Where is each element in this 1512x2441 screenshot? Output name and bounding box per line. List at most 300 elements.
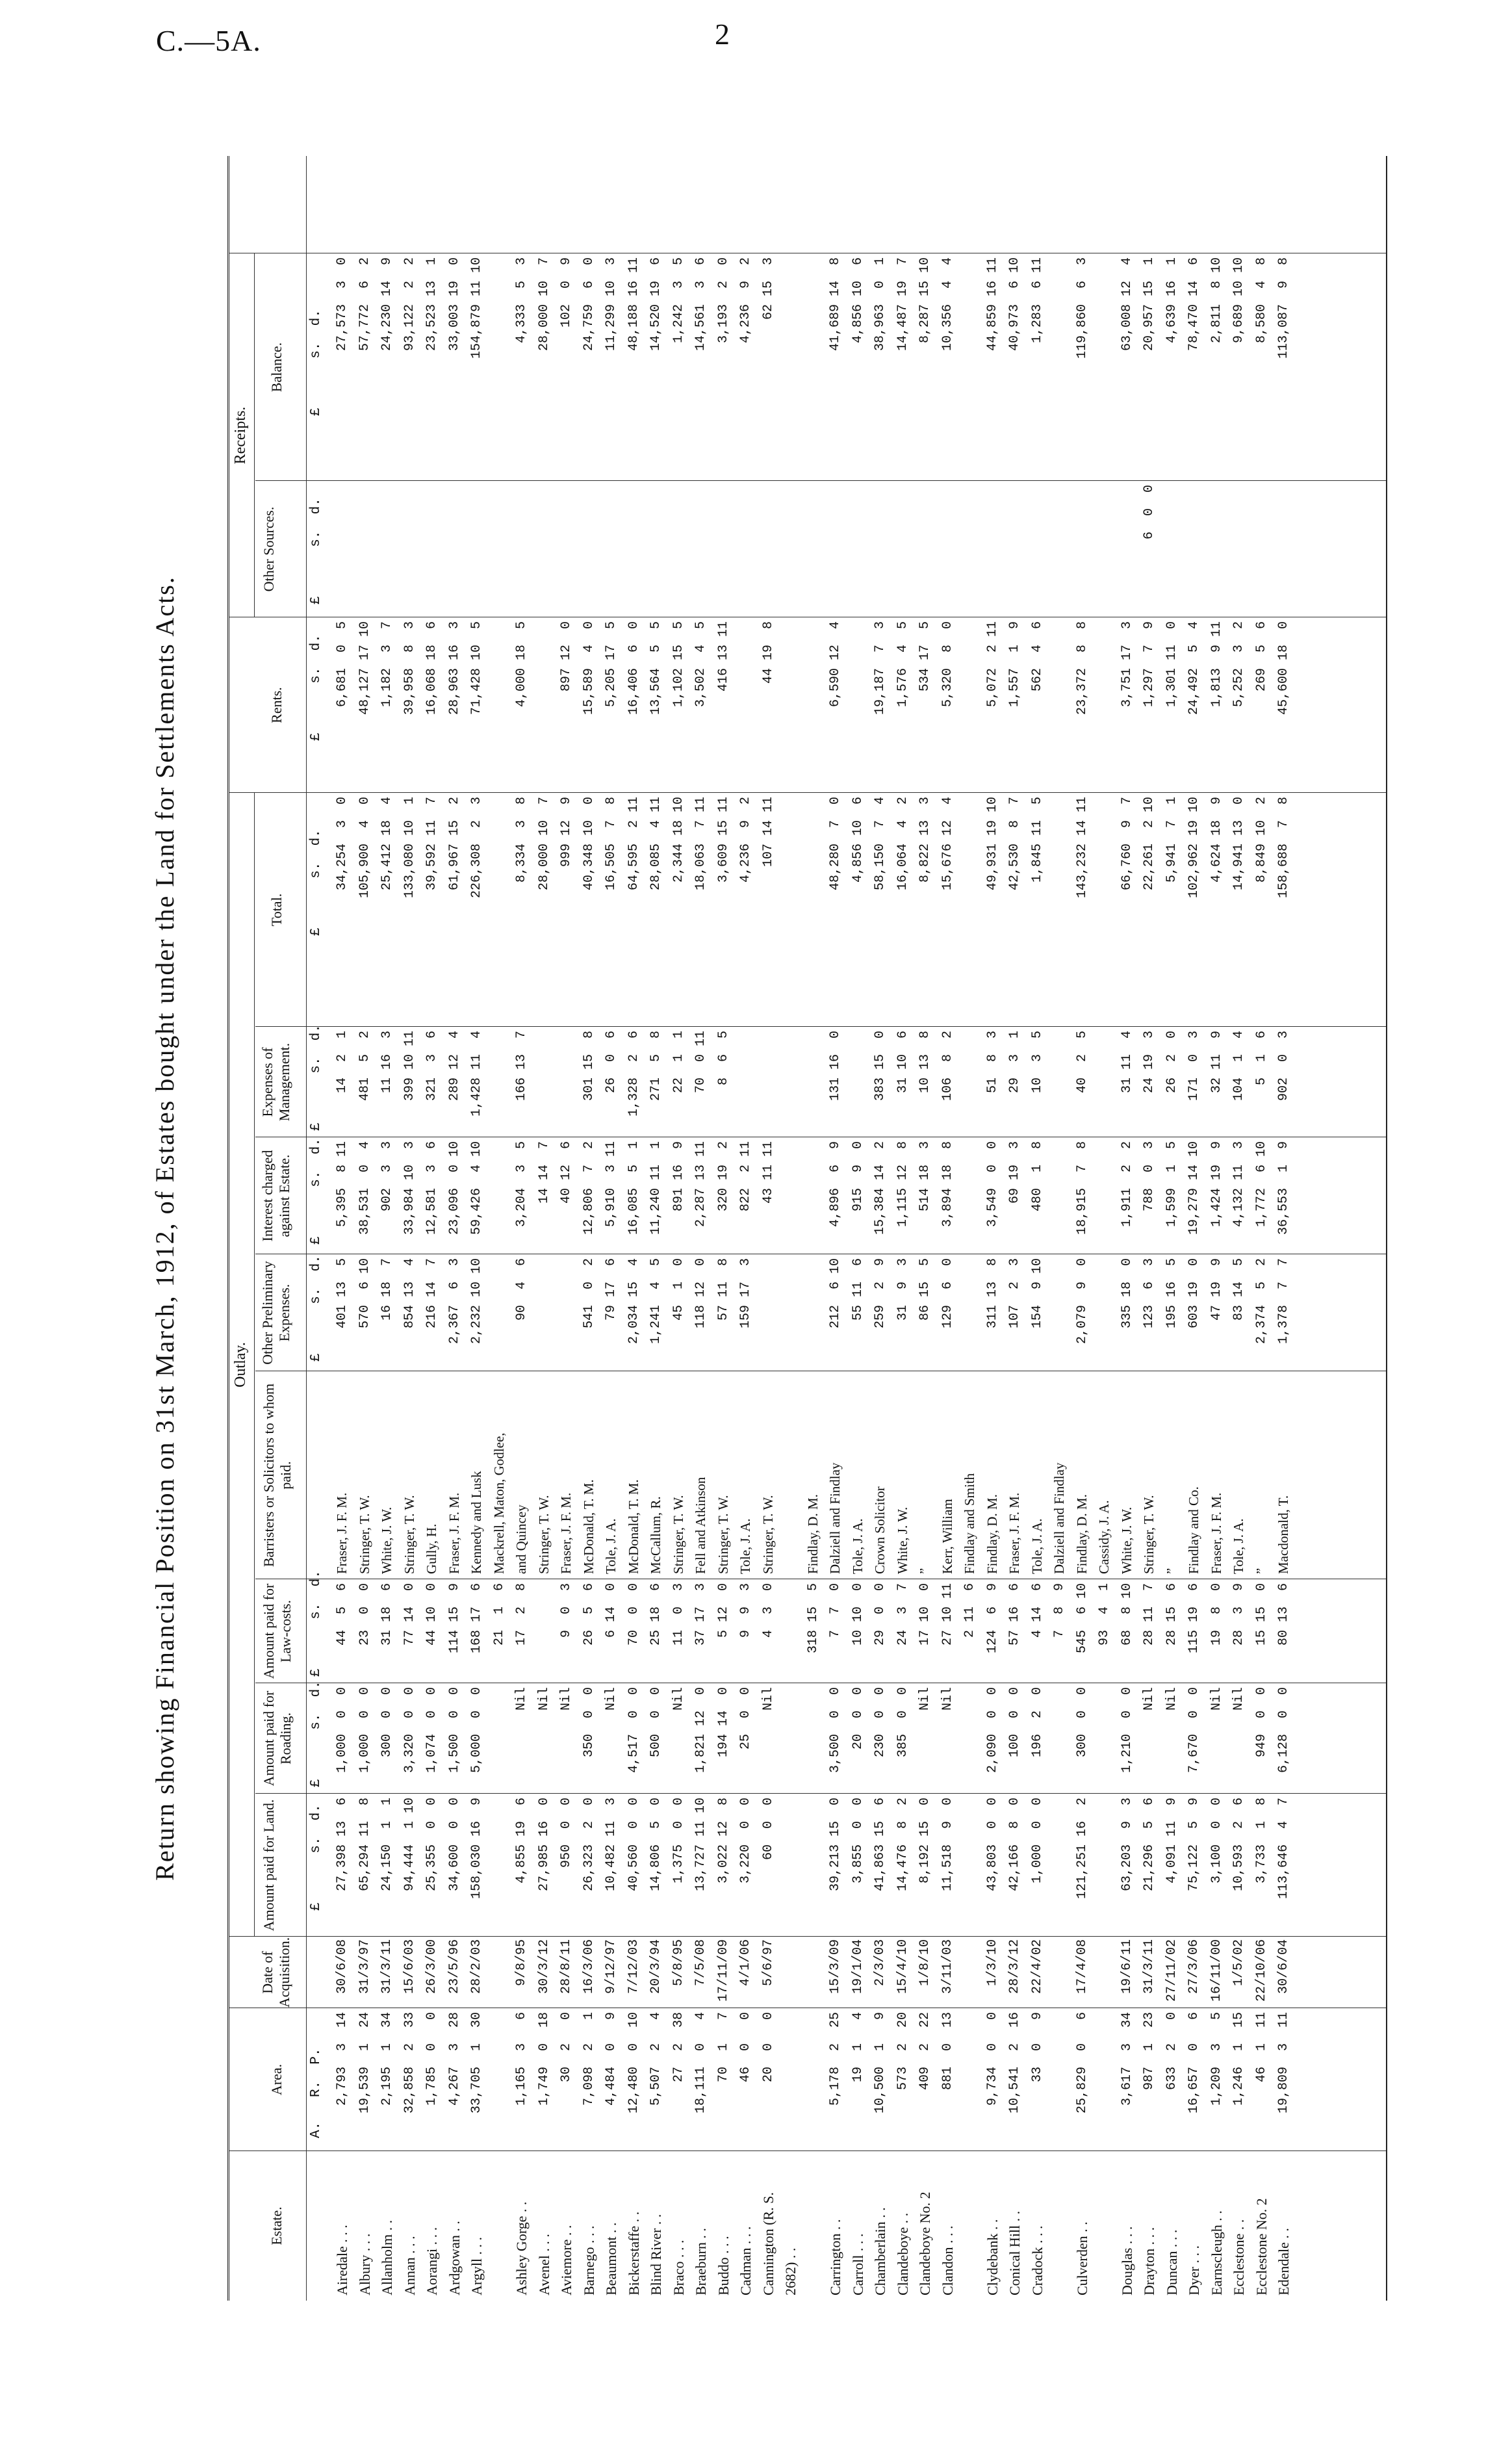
cell-total: 1,845 11 5 — [1029, 797, 1045, 883]
cell-int: 3,549 0 0 — [984, 1141, 1000, 1228]
cell-mgmt: 131 16 0 — [828, 1031, 843, 1102]
cell-date: 19/1/04 — [850, 1939, 865, 1995]
roading-units: £ s. d. — [309, 1681, 324, 1787]
cell-road: Nil — [760, 1687, 776, 1711]
cell-date: 28/3/12 — [1007, 1939, 1022, 1995]
cell-date: 7/5/08 — [693, 1939, 708, 1987]
cell-law: 9 0 3 — [559, 1583, 574, 1638]
cell-int: 18,915 7 8 — [1074, 1141, 1090, 1235]
cell-law: 37 17 3 — [693, 1583, 708, 1646]
cell-rents: 416 13 11 — [715, 621, 731, 692]
cell-bar: White, J. W. — [894, 1506, 910, 1574]
table-row — [1117, 156, 1137, 2301]
table-row — [893, 156, 913, 2301]
cell-bal: 41,689 14 8 — [828, 257, 843, 352]
cell-int: 1,911 2 2 — [1119, 1141, 1134, 1228]
cell-date: 7/12/03 — [626, 1939, 641, 1995]
col-balance: Balance. — [268, 342, 285, 393]
table-row — [825, 156, 845, 2301]
cell-pre: 2,232 10 10 — [469, 1258, 484, 1345]
cell-road: Nil — [1164, 1687, 1179, 1711]
col-date: Date of Acquisition. — [259, 1937, 292, 2008]
cell-area: 1,785 0 0 — [424, 2012, 439, 2106]
cell-date: 2/3/03 — [873, 1939, 888, 1987]
cell-mgmt: 24 19 3 — [1142, 1031, 1157, 1094]
cell-total: 22,261 2 10 — [1142, 797, 1157, 891]
cell-pre: 401 13 5 — [335, 1258, 350, 1329]
cell-bar: White, J. W. — [379, 1506, 394, 1574]
cell-date: 16/3/06 — [581, 1939, 596, 1995]
cell-area: 12,480 0 10 — [626, 2012, 641, 2114]
table-row — [938, 156, 958, 2301]
cell-law: 24 3 7 — [895, 1583, 910, 1646]
cell-date: 22/4/02 — [1029, 1939, 1045, 1995]
cell-area: 30 2 0 — [559, 2012, 574, 2083]
cell-land: 1,000 0 0 — [1029, 1798, 1045, 1884]
cell-int: 5,910 3 11 — [604, 1141, 619, 1228]
cell-road: 25 0 0 — [738, 1687, 753, 1750]
cell-law: 6 14 0 — [604, 1583, 619, 1638]
cell-pre: 31 9 3 — [895, 1258, 910, 1321]
cell-bar: Tole, J. A. — [849, 1518, 865, 1574]
cell-road: 5,000 0 0 — [469, 1687, 484, 1774]
cell-law: 80 13 6 — [1276, 1583, 1291, 1646]
cell-road: Nil — [940, 1687, 955, 1711]
col-rents: Rents. — [268, 687, 285, 723]
cell-total: 48,280 7 0 — [828, 797, 843, 891]
cell-int: 480 1 8 — [1029, 1141, 1045, 1212]
cell-law: 115 19 6 — [1186, 1583, 1201, 1654]
cell-area: 1,749 0 18 — [536, 2012, 552, 2106]
table-row — [1184, 156, 1204, 2301]
cell-area: 1,209 3 5 — [1209, 2012, 1224, 2106]
cell-bal: 24,230 14 9 — [379, 257, 394, 352]
cell-estate: Cradock . . . — [1029, 2225, 1045, 2295]
cell-road: 1,210 0 0 — [1119, 1687, 1134, 1774]
cell-law: 29 0 0 — [873, 1583, 888, 1646]
cell-estate: Bickerstaffe . . — [625, 2211, 642, 2295]
rotated-table-page — [123, 123, 1423, 2333]
cell-int: 4,896 6 9 — [828, 1141, 843, 1228]
table-row — [489, 156, 509, 2301]
cell-law: 77 14 0 — [402, 1583, 417, 1646]
cell-land: 4,091 11 9 — [1164, 1798, 1179, 1884]
cell-mgmt: 70 0 11 — [693, 1031, 708, 1094]
cell-pre: 216 14 7 — [424, 1258, 439, 1329]
cell-road: 194 14 0 — [715, 1687, 731, 1758]
cell-rents: 1,557 1 9 — [1007, 621, 1022, 708]
cell-land: 39,213 15 0 — [828, 1798, 843, 1892]
cell-date: 26/3/00 — [424, 1939, 439, 1995]
cell-law: 27 10 11 — [940, 1583, 955, 1646]
cell-land: 21,296 5 6 — [1142, 1798, 1157, 1892]
cell-bar: ” — [917, 1568, 932, 1574]
cell-bar: Fraser, J. F. M. — [1208, 1492, 1224, 1574]
cell-road: 300 0 0 — [1074, 1687, 1090, 1758]
cell-mgmt: 166 13 7 — [514, 1031, 529, 1102]
cell-int: 23,096 0 10 — [446, 1141, 462, 1235]
cell-mgmt: 10 3 5 — [1029, 1031, 1045, 1094]
cell-estate: Duncan . . . — [1163, 2229, 1180, 2295]
cell-pre: 2,374 5 2 — [1253, 1258, 1269, 1345]
cell-bal: 119,860 6 3 — [1074, 257, 1090, 359]
cell-total: 8,822 13 3 — [917, 797, 932, 883]
cell-law: 25 18 6 — [648, 1583, 663, 1646]
cell-mgmt: 321 3 6 — [424, 1031, 439, 1102]
cell-estate: Cadman . . . — [737, 2226, 754, 2295]
cell-land: 3,855 0 0 — [850, 1798, 865, 1884]
cell-mgmt: 301 15 8 — [581, 1031, 596, 1102]
col-total: Total. — [268, 893, 285, 927]
cell-date: 17/4/08 — [1074, 1939, 1090, 1995]
cell-land: 25,355 0 0 — [424, 1798, 439, 1892]
cell-land: 34,600 0 0 — [446, 1798, 462, 1892]
cell-rents: 3,751 17 3 — [1119, 621, 1134, 708]
cell-rents: 1,813 9 11 — [1209, 621, 1224, 708]
cell-bal: 23,523 13 1 — [424, 257, 439, 352]
cell-land: 63,203 9 3 — [1119, 1798, 1134, 1892]
cell-pre: 90 4 6 — [514, 1258, 529, 1321]
cell-total: 5,941 7 1 — [1164, 797, 1179, 883]
cell-area: 33 0 9 — [1029, 2012, 1045, 2083]
cell-land: 158,030 16 9 — [469, 1798, 484, 1900]
cell-rents: 6,681 0 5 — [335, 621, 350, 708]
table-row — [1049, 156, 1070, 2301]
cell-int: 902 3 3 — [379, 1141, 394, 1212]
cell-estate: Braeburn . . — [693, 2228, 709, 2295]
cell-total: 2,344 18 10 — [671, 797, 686, 883]
cell-mgmt: 22 1 1 — [671, 1031, 686, 1094]
cell-int: 1,599 1 5 — [1164, 1141, 1179, 1228]
cell-bal: 8,580 4 8 — [1253, 257, 1269, 344]
cell-land: 26,323 2 0 — [581, 1798, 596, 1892]
cell-date: 19/6/11 — [1119, 1939, 1134, 1995]
cell-area: 46 1 11 — [1253, 2012, 1269, 2083]
cell-law: 2 11 6 — [962, 1583, 977, 1638]
cell-rents: 5,072 2 11 — [984, 621, 1000, 708]
prelim-units: £ s. d. — [309, 1255, 324, 1362]
col-barristers: Barristers or Solicitors to whom paid. — [261, 1383, 294, 1568]
cell-rents: 5,252 3 2 — [1231, 621, 1246, 708]
cell-law: 70 0 0 — [626, 1583, 641, 1646]
cell-rents: 562 4 6 — [1029, 621, 1045, 692]
cell-area: 46 0 0 — [738, 2012, 753, 2083]
cell-bal: 14,520 19 6 — [648, 257, 663, 352]
cell-pre: 854 13 4 — [402, 1258, 417, 1329]
cell-estate: Carrington . . — [827, 2219, 843, 2295]
cell-bar: Tole, J. A. — [1231, 1518, 1246, 1574]
cell-mgmt: 40 2 5 — [1074, 1031, 1090, 1094]
cell-area: 20 0 0 — [760, 2012, 776, 2083]
cell-land: 14,806 5 0 — [648, 1798, 663, 1892]
table-row — [422, 156, 442, 2301]
cell-road: 385 0 0 — [895, 1687, 910, 1758]
cell-law: 28 3 9 — [1231, 1583, 1246, 1646]
cell-bal: 1,242 3 5 — [671, 257, 686, 344]
col-roading: Amount paid for Roading. — [261, 1690, 294, 1787]
cell-bar: ” — [1253, 1568, 1269, 1574]
cell-total: 42,530 8 7 — [1007, 797, 1022, 891]
cell-total: 61,967 15 2 — [446, 797, 462, 891]
cell-law: 23 0 0 — [357, 1583, 372, 1646]
cell-int: 14 14 7 — [536, 1141, 552, 1204]
cell-bal: 48,188 16 11 — [626, 257, 641, 352]
cell-date: 28/8/11 — [559, 1939, 574, 1995]
balance-units: £ s. d. — [309, 309, 324, 416]
cell-road: Nil — [917, 1687, 932, 1711]
cell-pre: 107 2 3 — [1007, 1258, 1022, 1329]
cell-total: 15,676 12 4 — [940, 797, 955, 891]
cell-law: 21 1 6 — [491, 1583, 507, 1646]
cell-estate: Aorangi . . . — [424, 2227, 440, 2295]
cell-estate: Edendale . . — [1275, 2228, 1292, 2295]
cell-road: 20 0 0 — [850, 1687, 865, 1750]
rents-units: £ s. d. — [309, 634, 324, 741]
receipts-group-header: Receipts. — [232, 406, 249, 465]
cell-bar: Tole, J. A. — [603, 1518, 619, 1574]
cell-area: 25,829 0 6 — [1074, 2012, 1090, 2114]
cell-rents: 3,502 4 5 — [693, 621, 708, 708]
cell-total: 4,624 18 9 — [1209, 797, 1224, 883]
cell-road: Nil — [1142, 1687, 1157, 1711]
cell-pre: 259 2 9 — [873, 1258, 888, 1329]
cell-date: 1/5/02 — [1231, 1939, 1246, 1987]
cell-law: 7 8 9 — [1052, 1583, 1067, 1638]
cell-int: 36,553 1 9 — [1276, 1141, 1291, 1235]
cell-rents: 28,963 16 3 — [446, 621, 462, 716]
table-row — [1094, 156, 1114, 2301]
cell-int: 43 11 11 — [760, 1141, 776, 1204]
cell-date: 5/8/95 — [671, 1939, 686, 1987]
cell-mgmt: 481 5 2 — [357, 1031, 372, 1102]
cell-total: 3,609 15 11 — [715, 797, 731, 883]
table-row — [332, 156, 352, 2301]
cell-area: 881 0 13 — [940, 2012, 955, 2091]
cell-land: 94,444 1 10 — [402, 1798, 417, 1892]
cell-total: 14,941 13 0 — [1231, 797, 1246, 891]
cell-land: 24,150 1 1 — [379, 1798, 394, 1892]
cell-road: 949 0 0 — [1253, 1687, 1269, 1758]
cell-road: 1,000 0 0 — [357, 1687, 372, 1774]
cell-pre: 603 19 0 — [1186, 1258, 1201, 1329]
cell-estate: Clandeboye . . — [894, 2212, 911, 2295]
table-row — [467, 156, 487, 2301]
cell-date: 15/4/10 — [895, 1939, 910, 1995]
cell-int: 915 9 0 — [850, 1141, 865, 1212]
cell-pre: 212 6 10 — [828, 1258, 843, 1329]
cell-pre: 16 18 7 — [379, 1258, 394, 1321]
cell-area: 4,267 3 28 — [446, 2012, 462, 2106]
cell-total: 18,063 7 11 — [693, 797, 708, 891]
col-estate: Estate. — [268, 2206, 285, 2245]
cell-int: 2,287 13 11 — [693, 1141, 708, 1228]
cell-mgmt: 31 11 4 — [1119, 1031, 1134, 1094]
cell-date: 15/3/09 — [828, 1939, 843, 1995]
table-title: Return showing Financial Position on 31st March, 1912, of Estates bought under the Land for Settlements Acts. — [150, 576, 179, 1881]
cell-road: 7,670 0 0 — [1186, 1687, 1201, 1774]
cell-int: 59,426 4 10 — [469, 1141, 484, 1235]
cell-bal: 63,008 12 4 — [1119, 257, 1134, 352]
cell-mgmt: 1,328 2 6 — [626, 1031, 641, 1117]
table-row — [1027, 156, 1047, 2301]
cell-land: 41,863 15 6 — [873, 1798, 888, 1892]
outlay-group-header: Outlay. — [232, 1342, 249, 1388]
cell-date: 30/6/04 — [1276, 1939, 1291, 1995]
cell-date: 27/3/06 — [1186, 1939, 1201, 1995]
cell-land: 11,518 9 0 — [940, 1798, 955, 1892]
cell-rents: 1,102 15 5 — [671, 621, 686, 708]
cell-road: 1,821 12 0 — [693, 1687, 708, 1774]
cell-mgmt: 8 6 5 — [715, 1031, 731, 1086]
cell-road: 4,517 0 0 — [626, 1687, 641, 1774]
cell-bal: 11,299 10 3 — [604, 257, 619, 352]
page-number: 2 — [715, 18, 730, 51]
cell-land: 27,398 13 6 — [335, 1798, 350, 1892]
cell-estate: Clandon . . . — [939, 2225, 956, 2295]
cell-road: 300 0 0 — [379, 1687, 394, 1758]
cell-mgmt: 271 5 8 — [648, 1031, 663, 1102]
cell-area: 19,809 3 11 — [1276, 2012, 1291, 2114]
cell-rents: 44 19 8 — [760, 621, 776, 684]
cell-area: 409 2 22 — [917, 2012, 932, 2091]
cell-land: 113,646 4 7 — [1276, 1798, 1291, 1900]
cell-road: 1,500 0 0 — [446, 1687, 462, 1774]
cell-bal: 8,287 15 10 — [917, 257, 932, 344]
table-row — [1005, 156, 1025, 2301]
cell-road: Nil — [514, 1687, 529, 1711]
table-row — [377, 156, 397, 2301]
cell-date: 1/3/10 — [984, 1939, 1000, 1987]
cell-mgmt: 14 2 1 — [335, 1031, 350, 1094]
cell-land: 3,022 12 8 — [715, 1798, 731, 1884]
cell-pre: 1,241 4 5 — [648, 1258, 663, 1345]
cell-bar: Findlay, D. M. — [984, 1494, 1000, 1574]
cell-date: 30/6/08 — [335, 1939, 350, 1995]
table-row — [669, 156, 689, 2301]
cell-mgmt: 104 1 4 — [1231, 1031, 1246, 1102]
table-row — [1162, 156, 1182, 2301]
cell-bar: McDonald, T. M. — [580, 1479, 596, 1574]
total-units: £ s. d. — [309, 829, 324, 936]
table-row — [355, 156, 375, 2301]
cell-rents: 45,600 18 0 — [1276, 621, 1291, 716]
cell-law: 9 9 3 — [738, 1583, 753, 1638]
cell-mgmt: 399 10 11 — [402, 1031, 417, 1102]
cell-bar: Stringer, T. W. — [760, 1495, 776, 1574]
cell-mgmt: 106 8 2 — [940, 1031, 955, 1102]
cell-int: 320 19 2 — [715, 1141, 731, 1212]
cell-date: 9/12/97 — [604, 1939, 619, 1995]
col-interest: Interest charged against Estate. — [259, 1150, 292, 1242]
cell-road: 3,500 0 0 — [828, 1687, 843, 1774]
cell-land: 10,593 2 6 — [1231, 1798, 1246, 1892]
table-row — [511, 156, 532, 2301]
table-row — [601, 156, 621, 2301]
cell-total: 133,080 10 1 — [402, 797, 417, 899]
cell-area: 2,793 3 14 — [335, 2012, 350, 2106]
cell-estate: Blind River . . — [648, 2214, 664, 2295]
cell-pre: 541 0 2 — [581, 1258, 596, 1329]
cell-mgmt: 171 0 3 — [1186, 1031, 1201, 1102]
cell-law: 93 4 1 — [1097, 1583, 1112, 1646]
table-row — [1207, 156, 1227, 2301]
cell-law: 5 12 0 — [715, 1583, 731, 1638]
table-row — [713, 156, 734, 2301]
cell-total: 40,348 10 0 — [581, 797, 596, 891]
cell-bal: 20,957 15 1 — [1142, 257, 1157, 352]
cell-pre: 195 16 5 — [1164, 1258, 1179, 1329]
cell-int: 15,384 14 2 — [873, 1141, 888, 1235]
cell-land: 950 0 0 — [559, 1798, 574, 1868]
cell-int: 40 12 6 — [559, 1141, 574, 1204]
cell-area: 16,657 0 6 — [1186, 2012, 1201, 2114]
cell-estate: Ecclestone No. 2 — [1253, 2198, 1270, 2295]
cell-date: 15/6/03 — [402, 1939, 417, 1995]
cell-total: 34,254 3 0 — [335, 797, 350, 891]
cell-bal: 102 0 9 — [559, 257, 574, 328]
cell-bal: 4,856 10 6 — [850, 257, 865, 344]
cell-mgmt: 10 13 8 — [917, 1031, 932, 1094]
cell-total: 16,064 4 2 — [895, 797, 910, 891]
table-row — [736, 156, 756, 2301]
table-row — [579, 156, 599, 2301]
cell-estate: Allanholm . . — [379, 2219, 395, 2295]
cell-estate: Braco . . . — [670, 2240, 687, 2295]
cell-estate: Airedale . . . — [334, 2225, 350, 2295]
cell-land: 27,985 16 0 — [536, 1798, 552, 1892]
cell-date: 20/3/94 — [648, 1939, 663, 1995]
cell-estate: Clandeboye No. 2 — [917, 2191, 933, 2295]
cell-total: 66,760 9 7 — [1119, 797, 1134, 891]
cell-road: 196 2 0 — [1029, 1687, 1045, 1758]
cell-area: 5,507 2 4 — [648, 2012, 663, 2106]
table-row — [870, 156, 890, 2301]
cell-int: 19,279 14 10 — [1186, 1141, 1201, 1235]
cell-bal: 14,561 3 6 — [693, 257, 708, 352]
table-row — [960, 156, 980, 2301]
cell-rents: 534 17 5 — [917, 621, 932, 692]
col-other: Other Sources. — [261, 506, 277, 592]
cell-mgmt: 902 0 3 — [1276, 1031, 1291, 1102]
cell-pre: 55 11 6 — [850, 1258, 865, 1321]
cell-pre: 154 9 10 — [1029, 1258, 1045, 1329]
cell-int: 1,772 6 10 — [1253, 1141, 1269, 1228]
cell-date: 17/11/09 — [715, 1939, 731, 2002]
cell-rents: 1,297 7 9 — [1142, 621, 1157, 708]
cell-estate: 2682) . . — [782, 2247, 799, 2295]
cell-date: 3/11/03 — [940, 1939, 955, 1995]
cell-rents: 16,406 6 0 — [626, 621, 641, 716]
table-row — [1251, 156, 1272, 2301]
cell-bar: Fraser, J. F. M. — [1006, 1492, 1022, 1574]
cell-bal: 3,193 2 0 — [715, 257, 731, 344]
cell-bal: 33,003 19 0 — [446, 257, 462, 352]
cell-mgmt: 29 3 1 — [1007, 1031, 1022, 1094]
cell-estate: Earnscleugh . . — [1208, 2210, 1225, 2295]
cell-road: 6,128 0 0 — [1276, 1687, 1291, 1774]
land-units: £ s. d. — [309, 1804, 324, 1911]
cell-total: 49,931 19 10 — [984, 797, 1000, 891]
cell-land: 4,855 19 6 — [514, 1798, 529, 1884]
cell-total: 158,688 7 8 — [1276, 797, 1291, 899]
cell-rents: 1,576 4 5 — [895, 621, 910, 708]
cell-area: 633 2 0 — [1164, 2012, 1179, 2091]
cell-total: 105,900 4 0 — [357, 797, 372, 899]
cell-area: 4,484 0 9 — [604, 2012, 619, 2106]
cell-law: 4 14 6 — [1029, 1583, 1045, 1638]
cell-bal: 28,000 10 7 — [536, 257, 552, 352]
cell-area: 7,098 2 1 — [581, 2012, 596, 2106]
